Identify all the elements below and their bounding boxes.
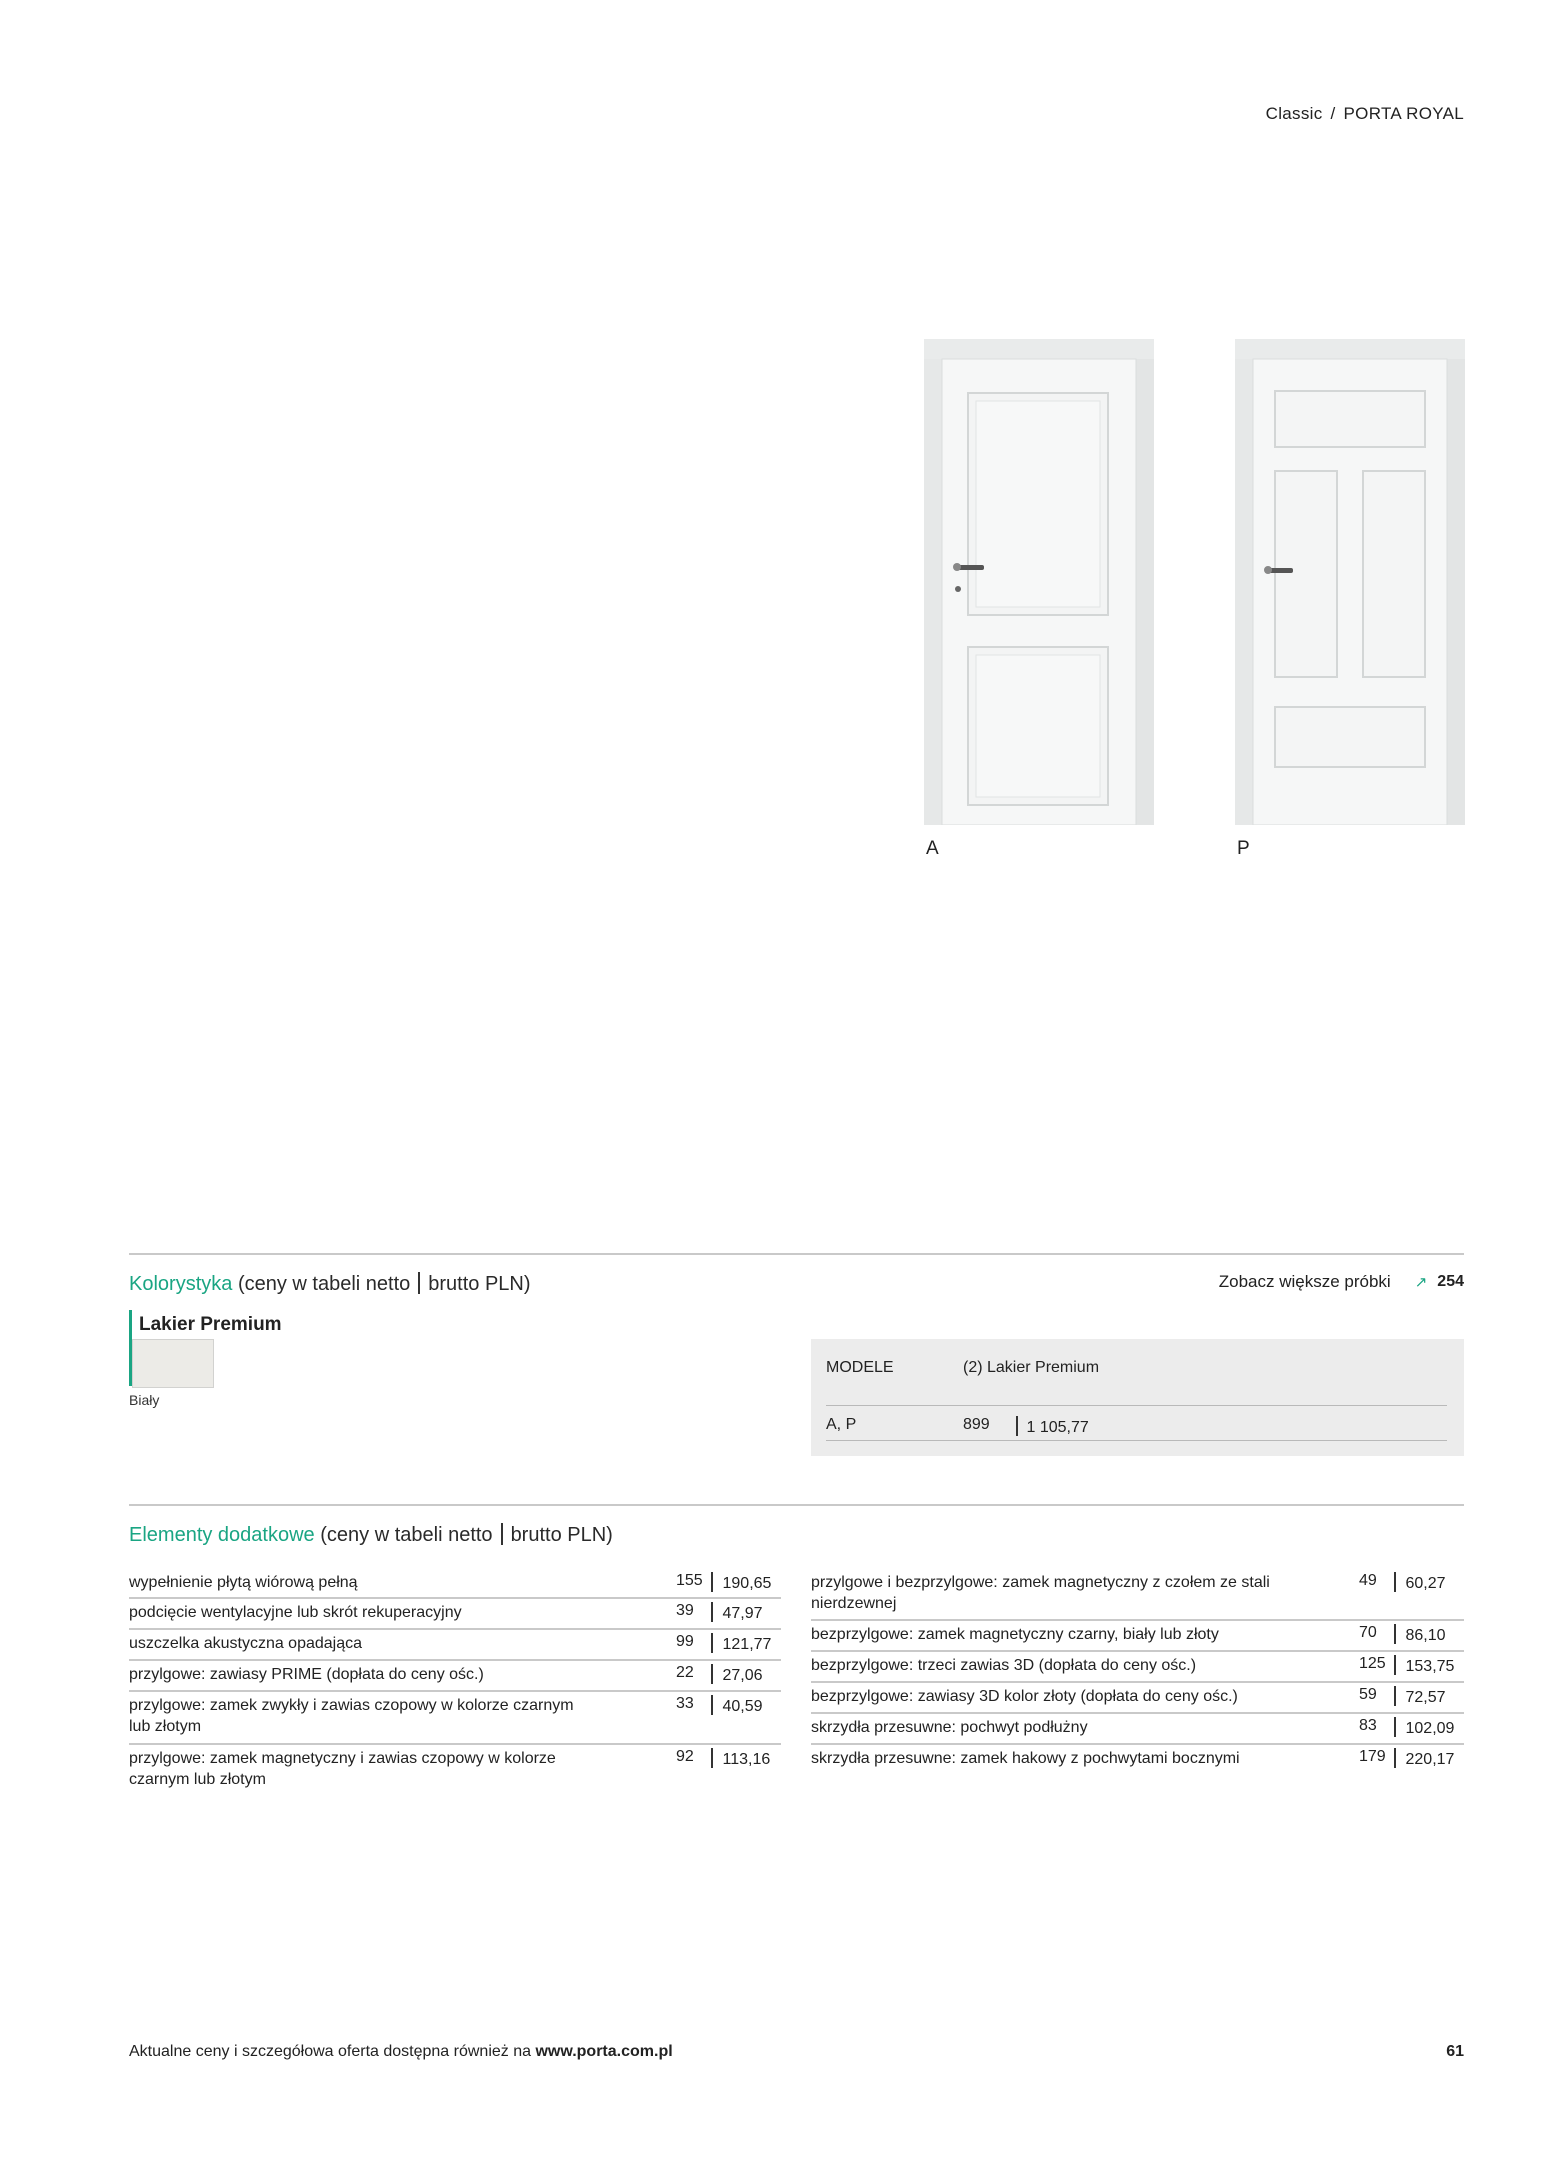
extra-net: 155 [676,1572,703,1589]
extra-gross: 121,77 [711,1633,771,1654]
extras-title-rest-after: brutto PLN) [510,1524,613,1546]
table-header-finish: (2) Lakier Premium [963,1359,1100,1376]
table-row [129,1630,781,1661]
colors-title-rest-after: brutto PLN) [428,1273,531,1295]
door-label-p: P [1237,838,1250,859]
footer-note [129,2043,673,2061]
color-swatch-bialy[interactable] [132,1339,214,1388]
extra-desc: wypełnienie płytą wiórową pełną [129,1574,358,1591]
extra-net: 59 [1359,1686,1377,1703]
door-a-illustration [924,339,1154,825]
colors-section-title [129,1272,531,1296]
extra-desc: skrzydła przesuwne: pochwyt podłużny [811,1719,1088,1736]
extra-gross: 153,75 [1394,1655,1454,1676]
extra-gross: 86,10 [1394,1624,1446,1645]
table-row [129,1745,781,1796]
price-divider-bar [1016,1416,1018,1436]
extra-desc: bezprzylgowe: zawiasy 3D kolor złoty (dopłata do ceny ośc.) [811,1688,1238,1705]
extra-desc-line2: nierdzewnej [811,1595,897,1612]
samples-link-text[interactable]: Zobacz większe próbki [1218,1272,1391,1291]
table-row [129,1599,781,1630]
table-row [811,1714,1464,1745]
extra-gross: 113,16 [711,1748,770,1769]
extra-desc: przylgowe: zawiasy PRIME (dopłata do ceny ośc.) [129,1666,484,1683]
door-p-illustration [1235,339,1465,825]
table-row [811,1745,1464,1774]
extras-title-accent: Elementy dodatkowe [129,1524,315,1546]
page-number: 61 [1446,2043,1464,2060]
extra-net: 22 [676,1664,694,1681]
extra-gross: 60,27 [1394,1572,1446,1593]
table-row [811,1652,1464,1683]
table-row [811,1683,1464,1714]
extra-gross: 102,09 [1394,1717,1454,1738]
extra-desc: skrzydła przesuwne: zamek hakowy z pochwytami bocznymi [811,1750,1240,1767]
extra-net: 33 [676,1695,694,1712]
table-divider [826,1405,1447,1406]
table-row [811,1621,1464,1652]
extra-desc [811,1572,1270,1614]
breadcrumb-collection: PORTA ROYAL [1343,104,1464,123]
table-header-models: MODELE [826,1359,894,1376]
door-image-a [924,339,1154,825]
title-divider-bar [501,1523,503,1545]
extra-gross: 47,97 [711,1602,763,1623]
samples-link-page[interactable]: 254 [1437,1273,1464,1290]
table-cell-models: A, P [826,1416,857,1433]
arrow-up-right-icon[interactable]: ↗ [1414,1274,1428,1291]
table-row [129,1569,781,1599]
extra-desc: bezprzylgowe: trzeci zawias 3D (dopłata do ceny ośc.) [811,1657,1197,1674]
table-cell-net: 899 [963,1416,990,1433]
extra-net: 125 [1359,1655,1386,1672]
larger-samples-link[interactable] [1219,1272,1464,1292]
extra-net: 49 [1359,1572,1377,1589]
extra-desc-line1: przylgowe: zamek magnetyczny i zawias czopowy w kolorze [129,1750,556,1767]
extra-gross: 220,17 [1394,1748,1454,1769]
extra-desc-line1: przylgowe i bezprzylgowe: zamek magnetyczny z czołem ze stali [811,1574,1270,1591]
color-group-title: Lakier Premium [139,1314,282,1335]
extra-net: 39 [676,1602,694,1619]
color-swatch-label: Biały [129,1392,160,1408]
extra-desc-line1: przylgowe: zamek zwykły i zawias czopowy w kolorze czarnym [129,1697,574,1714]
extra-desc: podcięcie wentylacyjne lub skrót rekuperacyjny [129,1604,462,1621]
colors-title-rest-before: (ceny w tabeli netto [237,1273,411,1295]
extra-net: 99 [676,1633,694,1650]
footer-website-link[interactable]: www.porta.com.pl [535,2043,673,2060]
table-cell-gross-wrap [1016,1416,1089,1437]
extras-table-right [811,1569,1464,1774]
table-row [129,1692,781,1745]
color-price-table [811,1339,1464,1456]
colors-title-accent: Kolorystyka [129,1273,233,1295]
title-divider-bar [418,1272,420,1294]
extra-net: 92 [676,1748,694,1765]
extra-gross: 27,06 [711,1664,763,1685]
extra-gross: 72,57 [1394,1686,1446,1707]
extra-net: 70 [1359,1624,1377,1641]
extra-desc: bezprzylgowe: zamek magnetyczny czarny, biały lub złoty [811,1626,1219,1643]
extra-net: 179 [1359,1748,1386,1765]
door-label-a: A [926,838,939,859]
extra-gross: 40,59 [711,1695,763,1716]
extra-desc [129,1695,574,1737]
table-row [811,1569,1464,1621]
breadcrumb-separator: / [1330,104,1336,123]
section-divider [129,1253,1464,1255]
extras-table-left [129,1569,781,1796]
breadcrumb [1266,104,1464,124]
extra-gross: 190,65 [711,1572,771,1593]
extra-desc-line2: czarnym lub złotym [129,1771,266,1788]
extra-net: 83 [1359,1717,1377,1734]
footer-note-text: Aktualne ceny i szczegółowa oferta dostępna również na [129,2043,532,2060]
extra-desc: uszczelka akustyczna opadająca [129,1635,363,1652]
extra-desc-line2: lub złotym [129,1718,202,1735]
breadcrumb-category[interactable]: Classic [1265,104,1323,123]
door-image-p [1235,339,1465,825]
table-divider [826,1440,1447,1441]
extra-desc [129,1748,556,1790]
section-divider [129,1504,1464,1506]
table-row [129,1661,781,1692]
extras-section-title [129,1523,613,1547]
extras-title-rest-before: (ceny w tabeli netto [320,1524,493,1546]
table-cell-gross: 1 105,77 [1026,1419,1089,1436]
